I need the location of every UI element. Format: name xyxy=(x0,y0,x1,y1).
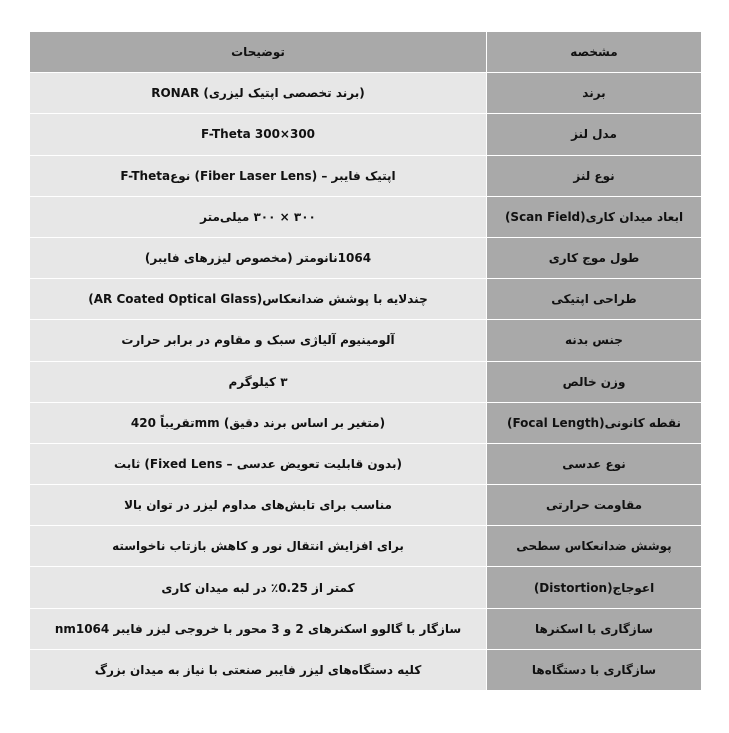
specification-table xyxy=(29,31,702,691)
table-header-row xyxy=(30,32,702,73)
row-description-cell: کمتر از 0.25٪ در لبه میدان کاری xyxy=(30,567,487,608)
table-row xyxy=(30,361,702,402)
table-row xyxy=(30,237,702,278)
row-description-cell: 1064نانومتر (مخصوص لیزرهای فایبر) xyxy=(30,237,487,278)
table-row xyxy=(30,485,702,526)
row-description-cell: آلومینیوم آلیاژی سبک و مقاوم در برابر حرارت xyxy=(30,320,487,361)
row-description-cell: F-Theta 300×300 xyxy=(30,114,487,155)
table-row xyxy=(30,567,702,608)
row-spec-cell: سازگاری با دستگاه‌ها xyxy=(487,649,702,690)
row-description-cell: اپتیک فایبر – (Fiber Laser Lens) نوعF-Theta xyxy=(30,155,487,196)
header-spec: مشخصه xyxy=(487,32,702,73)
row-spec-cell: مدل لنز xyxy=(487,114,702,155)
row-spec-cell: سازگاری با اسکنرها xyxy=(487,608,702,649)
row-spec-cell: طول موج کاری xyxy=(487,237,702,278)
table-row xyxy=(30,443,702,484)
table-row xyxy=(30,114,702,155)
row-description-cell: ۳ کیلوگرم xyxy=(30,361,487,402)
row-description-cell: کلیه دستگاه‌های لیزر فایبر صنعتی با نیاز به میدان بزرگ xyxy=(30,649,487,690)
row-spec-cell: نوع لنز xyxy=(487,155,702,196)
row-spec-cell: مقاومت حرارتی xyxy=(487,485,702,526)
table-row xyxy=(30,608,702,649)
row-description-cell: سازگار با گالوو اسکنرهای 2 و 3 محور با خروجی لیزر فایبر nm1064 xyxy=(30,608,487,649)
row-spec-cell: طراحی اپتیکی xyxy=(487,279,702,320)
table-row xyxy=(30,196,702,237)
row-spec-cell: نقطه کانونی(Focal Length) xyxy=(487,402,702,443)
row-description-cell: مناسب برای تابش‌های مداوم لیزر در توان بالا xyxy=(30,485,487,526)
table-row xyxy=(30,320,702,361)
row-spec-cell: برند xyxy=(487,73,702,114)
row-description-cell: برای افزایش انتقال نور و کاهش بازتاب ناخواسته xyxy=(30,526,487,567)
row-description-cell: (بدون قابلیت تعویض عدسی – Fixed Lens) ثابت xyxy=(30,443,487,484)
table-row xyxy=(30,155,702,196)
header-description: توضیحات xyxy=(30,32,487,73)
table-row xyxy=(30,279,702,320)
row-description-cell: (برند تخصصی اپتیک لیزری) RONAR xyxy=(30,73,487,114)
table-row xyxy=(30,526,702,567)
row-spec-cell: جنس بدنه xyxy=(487,320,702,361)
row-description-cell: چندلایه با پوشش ضدانعکاس(AR Coated Optical Glass) xyxy=(30,279,487,320)
row-spec-cell: پوشش ضدانعکاس سطحی xyxy=(487,526,702,567)
table-row xyxy=(30,649,702,690)
table-body xyxy=(30,73,702,691)
row-spec-cell: نوع عدسی xyxy=(487,443,702,484)
table-row xyxy=(30,73,702,114)
row-spec-cell: ابعاد میدان کاری(Scan Field) xyxy=(487,196,702,237)
table-row xyxy=(30,402,702,443)
row-spec-cell: اعوجاج(Distortion) xyxy=(487,567,702,608)
row-description-cell: (متغیر بر اساس برند دقیق) mmتقریباً 420 xyxy=(30,402,487,443)
row-spec-cell: وزن خالص xyxy=(487,361,702,402)
row-description-cell: ۳۰۰ × ۳۰۰ میلی‌متر xyxy=(30,196,487,237)
